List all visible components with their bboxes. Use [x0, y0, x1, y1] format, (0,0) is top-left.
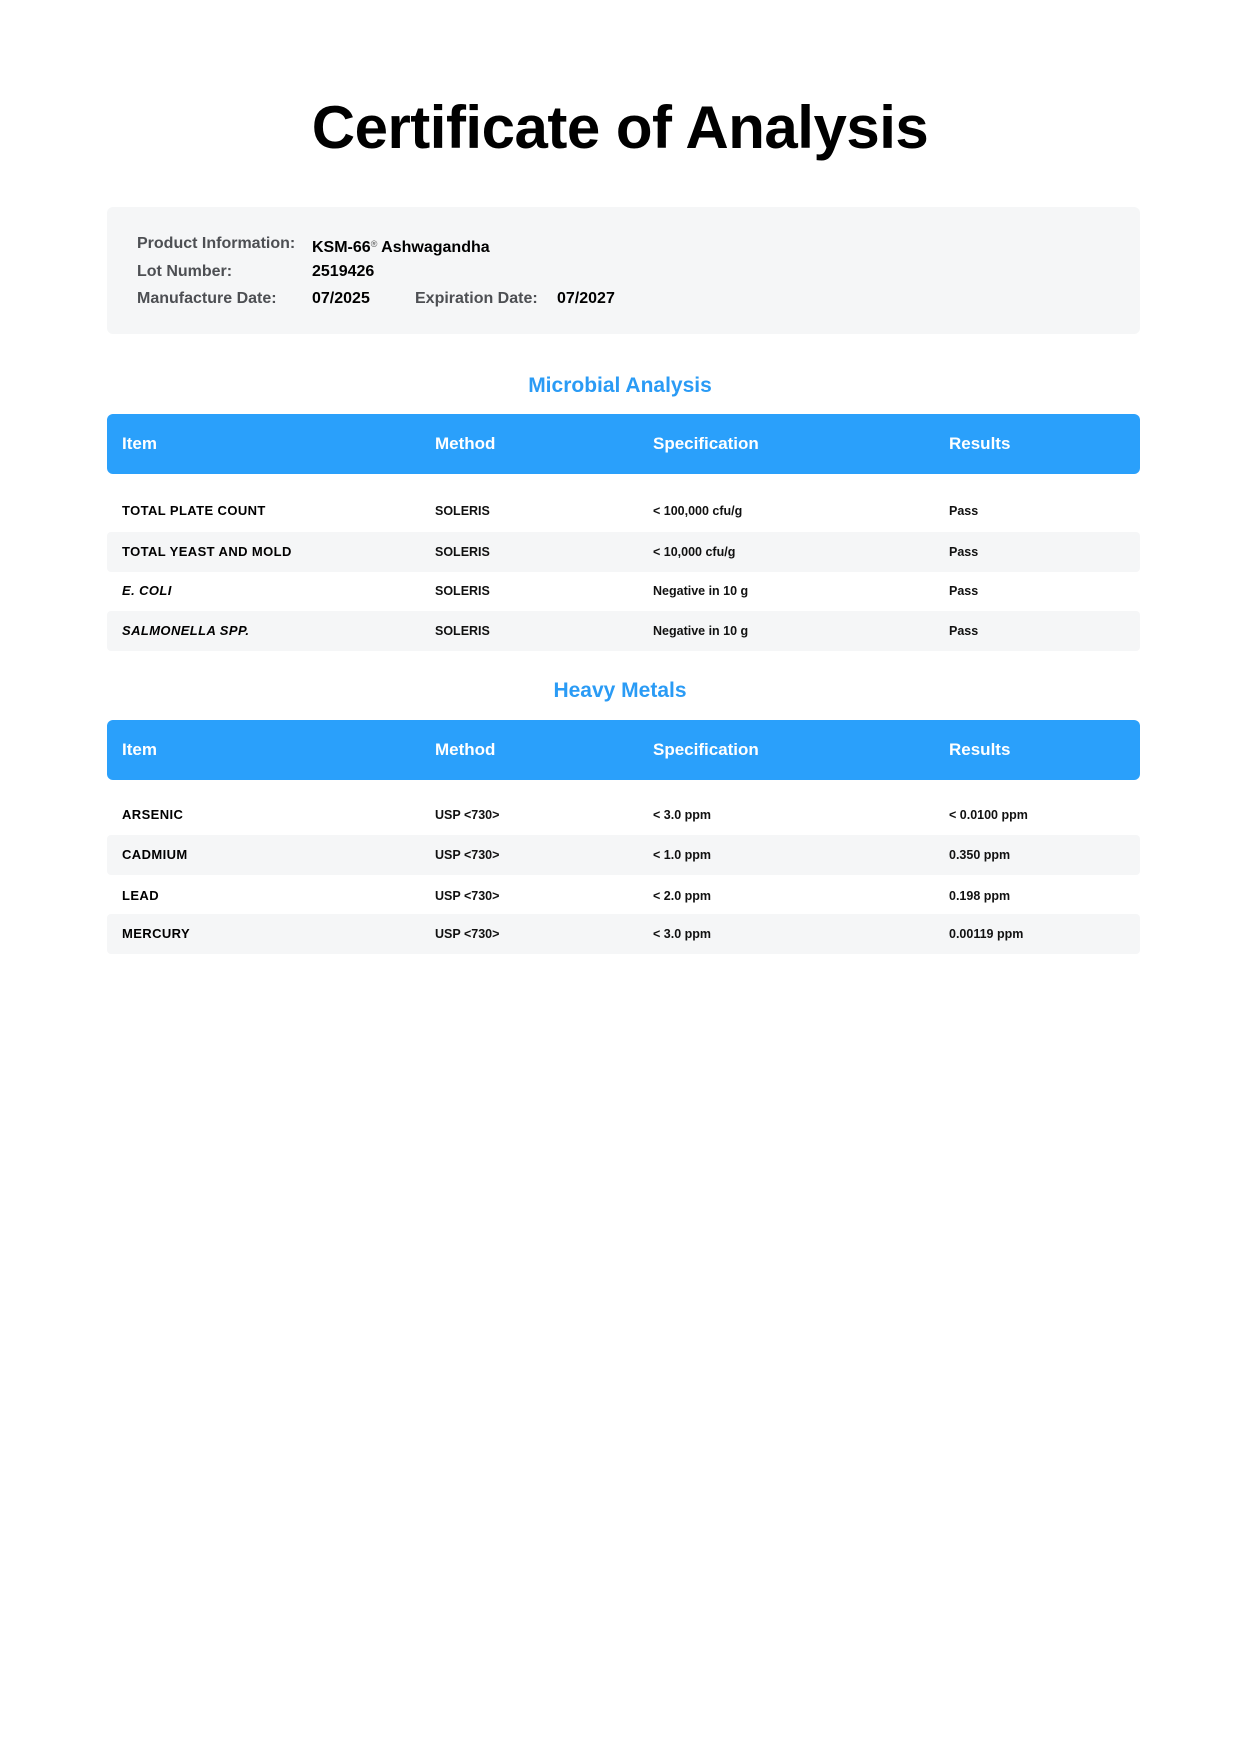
row-method: USP <730>	[435, 889, 500, 903]
row-specification: < 3.0 ppm	[653, 927, 712, 941]
microbial-table-header	[107, 414, 1140, 474]
microbial-analysis-heading: Microbial Analysis	[528, 374, 712, 397]
lot-number-label: Lot Number:	[137, 263, 233, 280]
column-header-specification: Specification	[653, 434, 759, 453]
row-method: SOLERIS	[435, 545, 490, 559]
row-result: < 0.0100 ppm	[949, 808, 1028, 822]
row-result: 0.350 ppm	[949, 848, 1011, 862]
table-row	[107, 491, 1140, 531]
row-specification: < 100,000 cfu/g	[653, 504, 743, 518]
table-row	[107, 611, 1140, 651]
column-header-method: Method	[435, 434, 496, 453]
row-result: 0.198 ppm	[949, 889, 1011, 903]
table-row	[107, 532, 1140, 572]
row-item: ARSENIC	[122, 807, 184, 822]
row-item: CADMIUM	[122, 847, 188, 862]
row-method: SOLERIS	[435, 504, 490, 518]
product-info-label: Product Information:	[137, 235, 296, 252]
row-item: TOTAL YEAST AND MOLD	[122, 544, 292, 559]
row-result: Pass	[949, 504, 979, 518]
expiration-date-label: Expiration Date:	[415, 290, 538, 307]
table-row	[107, 876, 1140, 916]
row-item: LEAD	[122, 888, 159, 903]
heavy-metals-heading: Heavy Metals	[553, 679, 687, 702]
product-info-value: KSM-66® Ashwagandha	[312, 239, 490, 256]
page-title: Certificate of Analysis	[311, 94, 929, 161]
column-header-results: Results	[949, 740, 1011, 759]
column-header-specification: Specification	[653, 740, 759, 759]
row-item: E. COLI	[122, 583, 172, 598]
row-result: Pass	[949, 545, 979, 559]
column-header-item: Item	[122, 740, 157, 759]
row-item: TOTAL PLATE COUNT	[122, 503, 266, 518]
expiration-date-value: 07/2027	[557, 290, 615, 307]
table-row	[107, 835, 1140, 875]
row-method: SOLERIS	[435, 584, 490, 598]
row-specification: < 2.0 ppm	[653, 889, 712, 903]
column-header-method: Method	[435, 740, 496, 759]
column-header-results: Results	[949, 434, 1011, 453]
table-row	[107, 571, 1140, 611]
column-header-item: Item	[122, 434, 157, 453]
row-specification: < 3.0 ppm	[653, 808, 712, 822]
lot-number-value: 2519426	[312, 263, 375, 280]
row-result: Pass	[949, 584, 979, 598]
row-result: Pass	[949, 624, 979, 638]
row-method: USP <730>	[435, 808, 500, 822]
row-method: SOLERIS	[435, 624, 490, 638]
table-row	[107, 914, 1140, 954]
manufacture-date-value: 07/2025	[312, 290, 370, 307]
row-method: USP <730>	[435, 848, 500, 862]
row-specification: Negative in 10 g	[653, 624, 749, 638]
row-specification: < 10,000 cfu/g	[653, 545, 736, 559]
product-info-panel	[107, 207, 1140, 334]
row-item: SALMONELLA SPP.	[122, 623, 250, 638]
row-result: 0.00119 ppm	[949, 927, 1024, 941]
row-item: MERCURY	[122, 926, 191, 941]
row-specification: Negative in 10 g	[653, 584, 749, 598]
manufacture-date-label: Manufacture Date:	[137, 290, 277, 307]
row-specification: < 1.0 ppm	[653, 848, 712, 862]
table-row	[107, 795, 1140, 835]
heavy-metals-table-header	[107, 720, 1140, 780]
row-method: USP <730>	[435, 927, 500, 941]
